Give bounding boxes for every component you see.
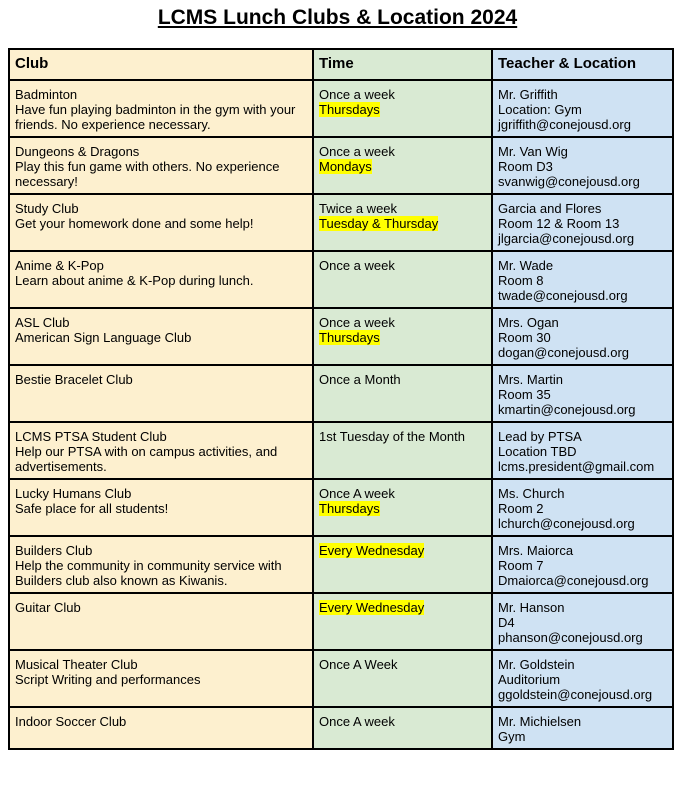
meeting-day-highlight: Thursdays xyxy=(319,501,380,516)
time-cell xyxy=(313,536,492,593)
club-name: Musical Theater Club xyxy=(15,657,138,672)
teacher-location-cell xyxy=(492,80,673,137)
club-description: Have fun playing badminton in the gym with your friends. No experience necessary. xyxy=(15,102,296,132)
table-row xyxy=(9,536,673,593)
club-name: Badminton xyxy=(15,87,78,102)
teacher-name: Mr. Wade xyxy=(498,258,554,273)
time-cell xyxy=(313,308,492,365)
location: Room 7 xyxy=(498,558,544,573)
club-description: American Sign Language Club xyxy=(15,330,192,345)
teacher-location-cell xyxy=(492,536,673,593)
location: Location: Gym xyxy=(498,102,582,117)
meeting-frequency: Once a week xyxy=(319,144,395,159)
club-name: ASL Club xyxy=(15,315,70,330)
teacher-location-cell xyxy=(492,251,673,308)
table-row xyxy=(9,80,673,137)
meeting-frequency: 1st Tuesday of the Month xyxy=(319,429,465,444)
club-cell xyxy=(9,650,313,707)
club-cell xyxy=(9,194,313,251)
time-cell xyxy=(313,707,492,749)
teacher-location-cell xyxy=(492,593,673,650)
teacher-name: Lead by PTSA xyxy=(498,429,582,444)
club-cell xyxy=(9,365,313,422)
location: Room 35 xyxy=(498,387,551,402)
time-cell xyxy=(313,137,492,194)
time-cell xyxy=(313,194,492,251)
club-cell xyxy=(9,536,313,593)
time-cell xyxy=(313,593,492,650)
meeting-day-highlight: Every Wednesday xyxy=(319,600,425,615)
table-row xyxy=(9,194,673,251)
teacher-location-cell xyxy=(492,137,673,194)
club-description: Safe place for all students! xyxy=(15,501,169,516)
teacher-location-cell xyxy=(492,422,673,479)
meeting-frequency: Once a week xyxy=(319,87,395,102)
teacher-email: svanwig@conejousd.org xyxy=(498,174,640,189)
club-cell xyxy=(9,422,313,479)
teacher-email: jlgarcia@conejousd.org xyxy=(498,231,635,246)
location: Room 30 xyxy=(498,330,551,345)
table-row xyxy=(9,650,673,707)
table-row xyxy=(9,707,673,749)
teacher-name: Mrs. Martin xyxy=(498,372,563,387)
teacher-name: Mr. Michielsen xyxy=(498,714,582,729)
page-title: LCMS Lunch Clubs & Location 2024 xyxy=(157,6,518,29)
location: Room D3 xyxy=(498,159,553,174)
club-name: Study Club xyxy=(15,201,79,216)
location: Gym xyxy=(498,729,526,744)
club-description: Learn about anime & K-Pop during lunch. xyxy=(15,273,254,288)
meeting-day-highlight: Every Wednesday xyxy=(319,543,425,558)
table-row xyxy=(9,365,673,422)
meeting-day-highlight: Thursdays xyxy=(319,330,380,345)
teacher-name: Mrs. Ogan xyxy=(498,315,559,330)
teacher-email: twade@conejousd.org xyxy=(498,288,628,303)
teacher-name: Mrs. Maiorca xyxy=(498,543,574,558)
teacher-email: kmartin@conejousd.org xyxy=(498,402,636,417)
table-row xyxy=(9,308,673,365)
club-name: Lucky Humans Club xyxy=(15,486,132,501)
meeting-day-highlight: Mondays xyxy=(319,159,372,174)
table-row xyxy=(9,593,673,650)
teacher-location-cell xyxy=(492,365,673,422)
teacher-email: ggoldstein@conejousd.org xyxy=(498,687,653,702)
time-cell xyxy=(313,650,492,707)
club-cell xyxy=(9,593,313,650)
time-cell xyxy=(313,251,492,308)
club-cell xyxy=(9,80,313,137)
teacher-email: dogan@conejousd.org xyxy=(498,345,630,360)
teacher-email: lcms.president@gmail.com xyxy=(498,459,655,474)
teacher-name: Mr. Griffith xyxy=(498,87,558,102)
teacher-location-cell xyxy=(492,308,673,365)
club-name: Indoor Soccer Club xyxy=(15,714,127,729)
header-row xyxy=(9,49,673,80)
teacher-email: Dmaiorca@conejousd.org xyxy=(498,573,649,588)
table-row xyxy=(9,479,673,536)
teacher-location-cell xyxy=(492,650,673,707)
club-name: Dungeons & Dragons xyxy=(15,144,140,159)
time-cell xyxy=(313,479,492,536)
teacher-email: jgriffith@conejousd.org xyxy=(498,117,631,132)
club-cell xyxy=(9,137,313,194)
table-row xyxy=(9,251,673,308)
teacher-location-cell xyxy=(492,194,673,251)
meeting-frequency: Once A week xyxy=(319,486,395,501)
location: Auditorium xyxy=(498,672,561,687)
club-cell xyxy=(9,479,313,536)
meeting-frequency: Twice a week xyxy=(319,201,398,216)
teacher-name: Garcia and Flores xyxy=(498,201,602,216)
time-cell xyxy=(313,422,492,479)
club-name: Bestie Bracelet Club xyxy=(15,372,133,387)
time-cell xyxy=(313,365,492,422)
location: D4 xyxy=(498,615,515,630)
club-description: Get your homework done and some help! xyxy=(15,216,254,231)
header-time: Time xyxy=(313,49,492,80)
meeting-frequency: Once a Month xyxy=(319,372,401,387)
location: Location TBD xyxy=(498,444,577,459)
club-name: Anime & K-Pop xyxy=(15,258,104,273)
location: Room 2 xyxy=(498,501,544,516)
club-cell xyxy=(9,251,313,308)
meeting-frequency: Once A Week xyxy=(319,657,398,672)
club-cell xyxy=(9,707,313,749)
teacher-name: Ms. Church xyxy=(498,486,565,501)
meeting-frequency: Once A week xyxy=(319,714,395,729)
location: Room 8 xyxy=(498,273,544,288)
meeting-frequency: Once a week xyxy=(319,315,395,330)
meeting-frequency: Once a week xyxy=(319,258,395,273)
header-teacher-location: Teacher & Location xyxy=(492,49,673,80)
teacher-location-cell xyxy=(492,707,673,749)
club-name: LCMS PTSA Student Club xyxy=(15,429,167,444)
teacher-name: Mr. Hanson xyxy=(498,600,565,615)
meeting-day-highlight: Thursdays xyxy=(319,102,380,117)
table-row xyxy=(9,137,673,194)
header-club: Club xyxy=(9,49,313,80)
club-name: Guitar Club xyxy=(15,600,81,615)
teacher-email: phanson@conejousd.org xyxy=(498,630,643,645)
teacher-location-cell xyxy=(492,479,673,536)
club-description: Script Writing and performances xyxy=(15,672,201,687)
club-name: Builders Club xyxy=(15,543,93,558)
meeting-day-highlight: Tuesday & Thursday xyxy=(319,216,439,231)
clubs-table-body xyxy=(9,80,673,749)
time-cell xyxy=(313,80,492,137)
table-row xyxy=(9,422,673,479)
clubs-table xyxy=(8,48,674,750)
teacher-name: Mr. Van Wig xyxy=(498,144,568,159)
teacher-email: lchurch@conejousd.org xyxy=(498,516,635,531)
teacher-name: Mr. Goldstein xyxy=(498,657,575,672)
club-cell xyxy=(9,308,313,365)
club-description: Help the community in community service with Builders club also known as Kiwanis. xyxy=(15,558,282,588)
location: Room 12 & Room 13 xyxy=(498,216,620,231)
club-description: Play this fun game with others. No experience necessary! xyxy=(15,159,280,189)
club-description: Help our PTSA with on campus activities, and advertisements. xyxy=(15,444,278,474)
